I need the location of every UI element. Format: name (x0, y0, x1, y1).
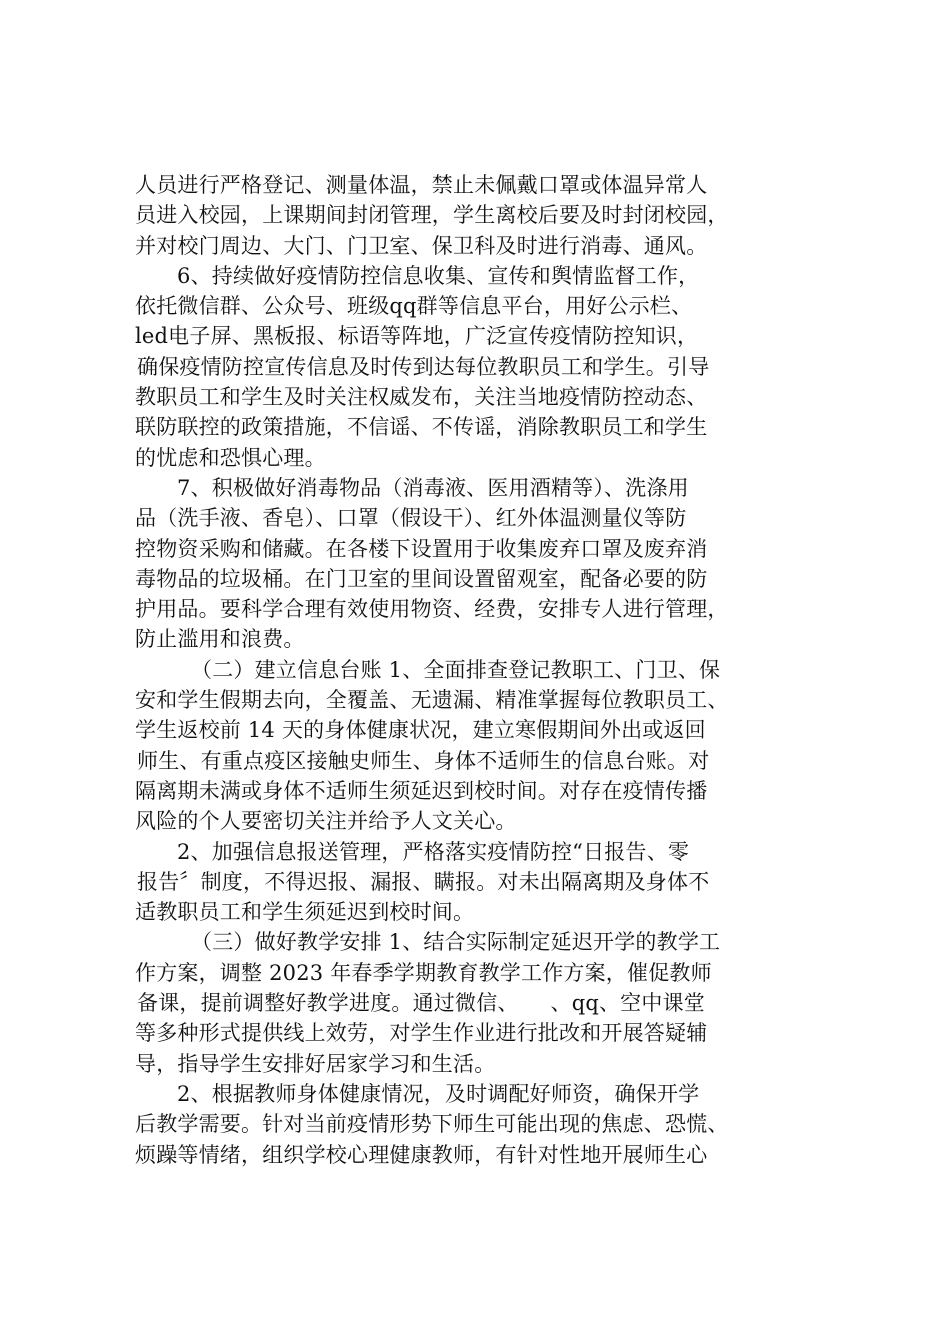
text-line: 品（洗手液、香皂）、口罩（假设干）、红外体温测量仪等防 (135, 506, 687, 531)
text-line: 报告〞制度，不得迟报、漏报、瞒报。对未出隔离期及身体不 (137, 869, 710, 894)
text-line: 备课，提前调整好教学进度。通过微信、 、qq、空中课堂 (137, 991, 705, 1016)
text-line: 学生返校前 14 天的身体健康状况，建立寒假期间外出或返回 (135, 718, 706, 743)
document-body (135, 170, 817, 1170)
paragraph-start-line: 7、积极做好消毒物品（消毒液、医用酒精等）、洗涤用 (177, 475, 689, 500)
text-line: 并对校门周边、大门、门卫室、保卫科及时进行消毒、通风。 (135, 233, 708, 258)
text-line: 员进入校园，上课期间封闭管理，学生离校后要及时封闭校园， (135, 203, 729, 228)
text-line: 联防联控的政策措施，不信谣、不传谣，消除教职员工和学生 (135, 415, 708, 440)
text-line: 依托微信群、公众号、班级qq群等信息平台，用好公示栏、 (135, 294, 693, 319)
text-line: 安和学生假期去向，全覆盖、无遗漏、精准掌握每位教职员工、 (135, 688, 729, 713)
text-line: 护用品。要科学合理有效使用物资、经费，安排专人进行管理， (135, 597, 729, 622)
text-line: 师生、有重点疫区接触史师生、身体不适师生的信息台账。对 (137, 748, 710, 773)
section-heading-line: （三）做好教学安排 1、结合实际制定延迟开学的教学工 (191, 930, 721, 955)
text-line: 隔离期未满或身体不适师生须延迟到校时间。对存在疫情传播 (135, 778, 708, 803)
text-line: 烦躁等情绪，组织学校心理健康教师，有针对性地开展师生心 (135, 1142, 708, 1167)
text-line: 确保疫情防控宣传信息及时传到达每位教职员工和学生。引导 (137, 354, 710, 379)
text-line: 人员进行严格登记、测量体温，禁止未佩戴口罩或体温异常人 (135, 173, 708, 197)
text-line: 风险的个人要密切关注并给予人文关心。 (135, 809, 517, 834)
paragraph-start-line: 6、持续做好疫情防控信息收集、宣传和舆情监督工作， (177, 263, 700, 288)
text-line: led电子屏、黑板报、标语等阵地，广泛宣传疫情防控知识， (135, 324, 699, 349)
text-line: 控物资采购和储藏。在各楼下设置用于收集废弃口罩及废弃消 (135, 536, 708, 561)
text-line: 防止滥用和浪费。 (135, 627, 305, 652)
text-line: 毒物品的垃圾桶。在门卫室的里间设置留观室，配备必要的防 (135, 566, 708, 591)
text-line: 等多种形式提供线上效劳，对学生作业进行批改和开展答疑辅 (135, 1021, 708, 1046)
text-line: 适教职员工和学生须延迟到校时间。 (135, 900, 475, 925)
paragraph-start-line: 2、根据教师身体健康情况，及时调配好师资，确保开学 (177, 1081, 700, 1106)
text-line: 的忧虑和恐惧心理。 (135, 445, 326, 470)
text-line: 教职员工和学生及时关注权威发布，关注当地疫情防控动态、 (135, 385, 708, 410)
section-heading-line: （二）建立信息台账 1、全面排查登记教职工、门卫、保 (191, 657, 721, 682)
text-line: 导，指导学生安排好居家学习和生活。 (135, 1051, 496, 1076)
paragraph-start-line: 2、加强信息报送管理，严格落实疫情防控“日报告、零 (177, 839, 690, 864)
text-line: 作方案，调整 2023 年春季学期教育教学工作方案，催促教师 (135, 960, 712, 985)
text-line: 后教学需要。针对当前疫情形势下师生可能出现的焦虑、恐慌、 (135, 1112, 729, 1137)
